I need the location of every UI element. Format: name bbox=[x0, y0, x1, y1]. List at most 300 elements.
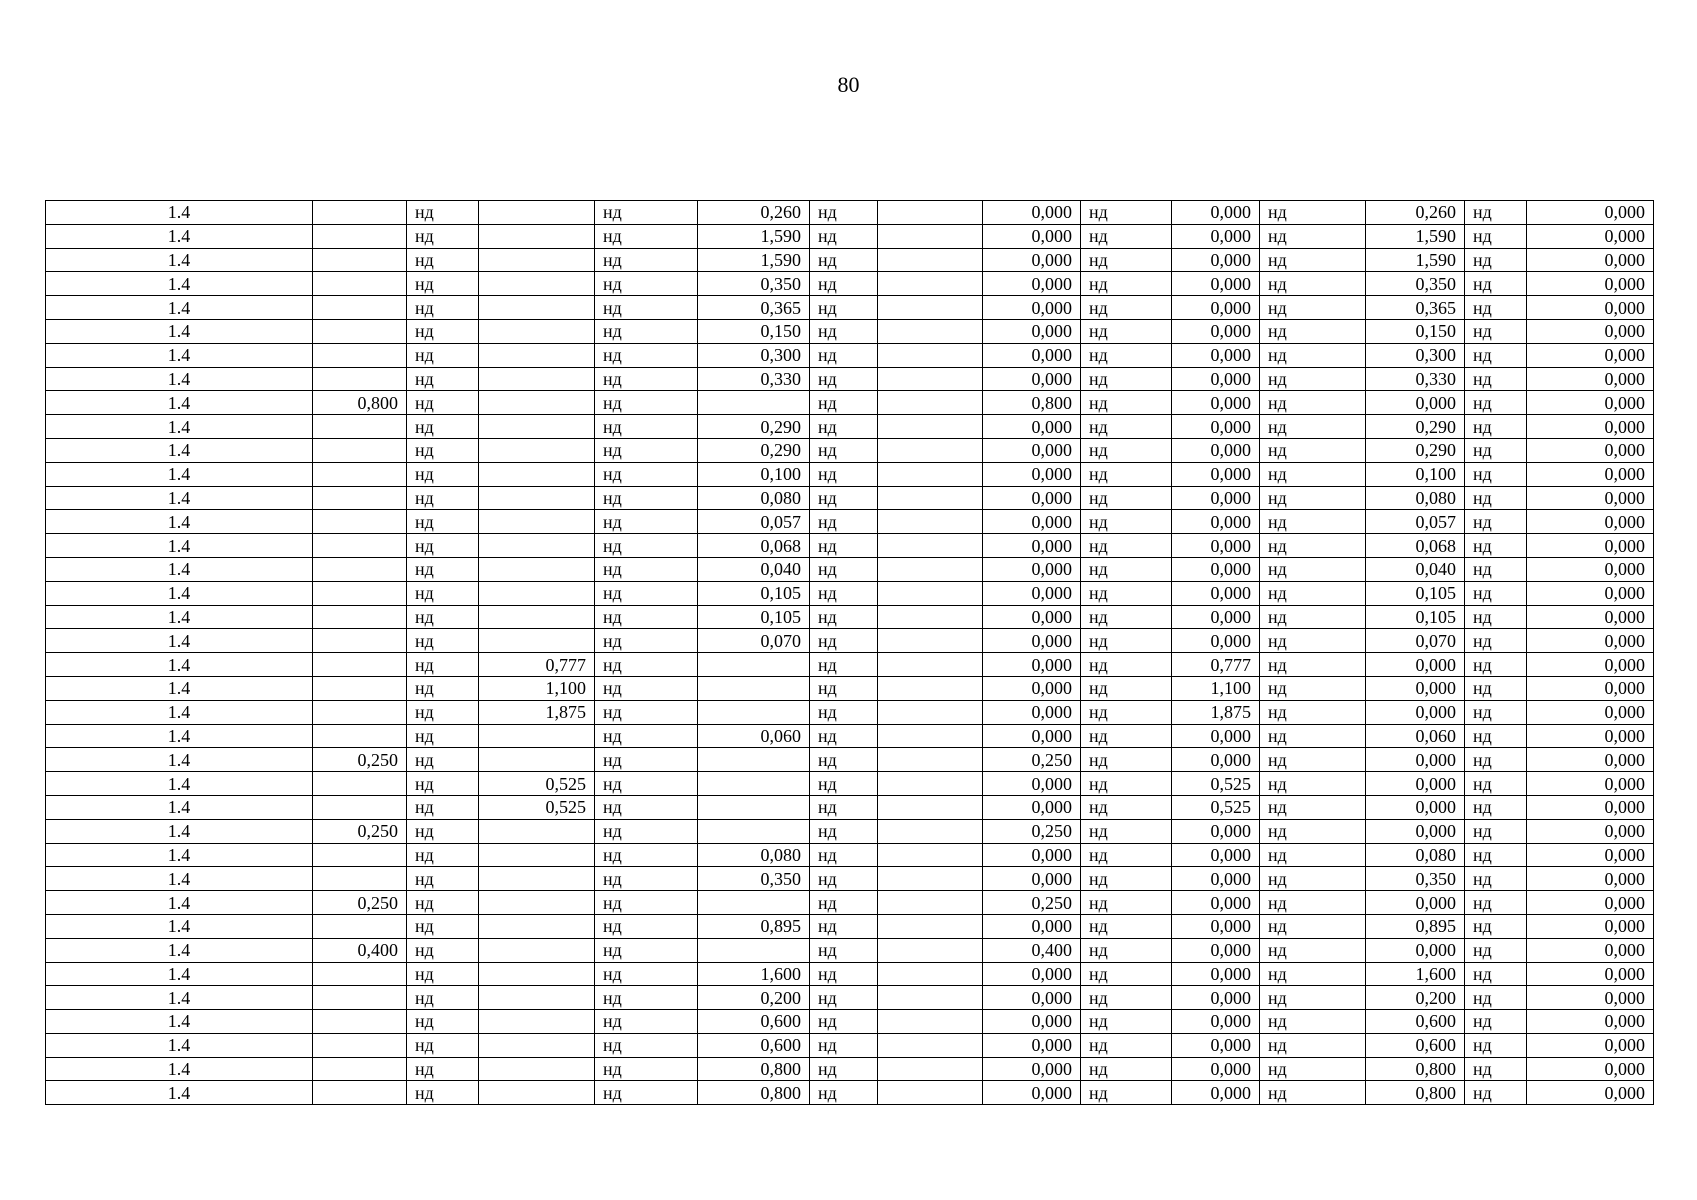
table-cell-col-1 bbox=[313, 605, 407, 629]
table-cell-col-6: нд bbox=[810, 510, 878, 534]
table-cell-col-7 bbox=[878, 248, 983, 272]
table-cell-col-5: 0,365 bbox=[698, 296, 810, 320]
table-cell-col-5: 0,068 bbox=[698, 534, 810, 558]
table-cell-col-1 bbox=[313, 772, 407, 796]
table-cell-col-3 bbox=[479, 224, 595, 248]
table-cell-col-9: нд bbox=[1081, 201, 1172, 225]
table-cell-col-8: 0,000 bbox=[983, 486, 1081, 510]
table-cell-col-9: нд bbox=[1081, 248, 1172, 272]
table-cell-col-11: нд bbox=[1260, 1010, 1366, 1034]
table-cell-col-3 bbox=[479, 843, 595, 867]
table-cell-col-6: нд bbox=[810, 367, 878, 391]
table-cell-col-4: нд bbox=[595, 319, 698, 343]
table-cell-col-13: нд bbox=[1465, 343, 1527, 367]
table-row bbox=[46, 914, 1654, 938]
table-cell-col-3 bbox=[479, 986, 595, 1010]
table-cell-col-0: 1.4 bbox=[46, 510, 313, 534]
table-cell-col-9: нд bbox=[1081, 653, 1172, 677]
table-cell-col-9: нд bbox=[1081, 1033, 1172, 1057]
table-cell-col-14: 0,000 bbox=[1527, 1010, 1654, 1034]
table-cell-col-6: нд bbox=[810, 676, 878, 700]
table-cell-col-2: нд bbox=[407, 748, 479, 772]
table-row bbox=[46, 201, 1654, 225]
table-cell-col-4: нд bbox=[595, 724, 698, 748]
table-cell-col-12: 0,350 bbox=[1366, 272, 1465, 296]
table-cell-col-2: нд bbox=[407, 438, 479, 462]
table-cell-col-8: 0,000 bbox=[983, 557, 1081, 581]
table-row bbox=[46, 486, 1654, 510]
table-cell-col-14: 0,000 bbox=[1527, 1057, 1654, 1081]
table-cell-col-8: 0,000 bbox=[983, 772, 1081, 796]
table-cell-col-3 bbox=[479, 438, 595, 462]
table-cell-col-13: нд bbox=[1465, 772, 1527, 796]
table-cell-col-14: 0,000 bbox=[1527, 581, 1654, 605]
table-cell-col-9: нд bbox=[1081, 486, 1172, 510]
table-cell-col-7 bbox=[878, 462, 983, 486]
table-cell-col-5: 0,200 bbox=[698, 986, 810, 1010]
table-cell-col-12: 0,000 bbox=[1366, 891, 1465, 915]
table-cell-col-2: нд bbox=[407, 914, 479, 938]
table-cell-col-12: 0,057 bbox=[1366, 510, 1465, 534]
table-cell-col-2: нд bbox=[407, 938, 479, 962]
table-cell-col-6: нд bbox=[810, 724, 878, 748]
table-cell-col-1 bbox=[313, 1010, 407, 1034]
table-cell-col-3 bbox=[479, 819, 595, 843]
table-cell-col-7 bbox=[878, 1033, 983, 1057]
table-cell-col-0: 1.4 bbox=[46, 296, 313, 320]
table-cell-col-2: нд bbox=[407, 1010, 479, 1034]
table-cell-col-7 bbox=[878, 367, 983, 391]
table-cell-col-3: 0,525 bbox=[479, 772, 595, 796]
table-cell-col-12: 0,000 bbox=[1366, 938, 1465, 962]
table-cell-col-0: 1.4 bbox=[46, 962, 313, 986]
table-cell-col-10: 0,000 bbox=[1172, 914, 1260, 938]
table-cell-col-5: 0,070 bbox=[698, 629, 810, 653]
table-cell-col-9: нд bbox=[1081, 867, 1172, 891]
table-cell-col-7 bbox=[878, 653, 983, 677]
table-cell-col-8: 0,250 bbox=[983, 819, 1081, 843]
table-cell-col-6: нд bbox=[810, 581, 878, 605]
table-cell-col-3 bbox=[479, 605, 595, 629]
table-cell-col-1 bbox=[313, 319, 407, 343]
table-cell-col-10: 0,000 bbox=[1172, 1010, 1260, 1034]
table-cell-col-5: 0,100 bbox=[698, 462, 810, 486]
table-cell-col-6: нд bbox=[810, 486, 878, 510]
table-cell-col-2: нд bbox=[407, 795, 479, 819]
table-cell-col-13: нд bbox=[1465, 700, 1527, 724]
table-cell-col-12: 0,800 bbox=[1366, 1081, 1465, 1105]
table-cell-col-9: нд bbox=[1081, 700, 1172, 724]
table-cell-col-11: нд bbox=[1260, 1081, 1366, 1105]
table-cell-col-14: 0,000 bbox=[1527, 201, 1654, 225]
table-cell-col-9: нд bbox=[1081, 843, 1172, 867]
table-row bbox=[46, 581, 1654, 605]
data-table bbox=[45, 200, 1654, 1105]
table-cell-col-13: нд bbox=[1465, 367, 1527, 391]
table-cell-col-10: 0,000 bbox=[1172, 415, 1260, 439]
table-cell-col-4: нд bbox=[595, 201, 698, 225]
table-cell-col-6: нд bbox=[810, 867, 878, 891]
table-cell-col-13: нд bbox=[1465, 676, 1527, 700]
table-cell-col-12: 0,070 bbox=[1366, 629, 1465, 653]
table-cell-col-5: 0,290 bbox=[698, 415, 810, 439]
table-cell-col-0: 1.4 bbox=[46, 343, 313, 367]
table-cell-col-2: нд bbox=[407, 415, 479, 439]
table-cell-col-14: 0,000 bbox=[1527, 367, 1654, 391]
table-row bbox=[46, 986, 1654, 1010]
table-cell-col-1 bbox=[313, 367, 407, 391]
table-cell-col-6: нд bbox=[810, 986, 878, 1010]
table-row bbox=[46, 534, 1654, 558]
table-cell-col-2: нд bbox=[407, 296, 479, 320]
table-cell-col-13: нд bbox=[1465, 1057, 1527, 1081]
table-cell-col-3 bbox=[479, 248, 595, 272]
table-cell-col-12: 0,350 bbox=[1366, 867, 1465, 891]
table-cell-col-10: 0,000 bbox=[1172, 438, 1260, 462]
table-cell-col-8: 0,000 bbox=[983, 581, 1081, 605]
table-cell-col-14: 0,000 bbox=[1527, 795, 1654, 819]
table-cell-col-4: нд bbox=[595, 391, 698, 415]
table-cell-col-7 bbox=[878, 581, 983, 605]
table-row bbox=[46, 391, 1654, 415]
table-cell-col-7 bbox=[878, 962, 983, 986]
table-cell-col-3 bbox=[479, 1081, 595, 1105]
table-cell-col-5: 0,290 bbox=[698, 438, 810, 462]
table-cell-col-3 bbox=[479, 343, 595, 367]
table-row bbox=[46, 653, 1654, 677]
table-cell-col-6: нд bbox=[810, 272, 878, 296]
table-cell-col-3 bbox=[479, 296, 595, 320]
table-cell-col-8: 0,000 bbox=[983, 843, 1081, 867]
table-cell-col-4: нд bbox=[595, 1057, 698, 1081]
table-cell-col-9: нд bbox=[1081, 962, 1172, 986]
table-cell-col-11: нд bbox=[1260, 676, 1366, 700]
table-cell-col-13: нд bbox=[1465, 486, 1527, 510]
table-cell-col-4: нд bbox=[595, 224, 698, 248]
table-cell-col-8: 0,000 bbox=[983, 462, 1081, 486]
table-cell-col-13: нд bbox=[1465, 248, 1527, 272]
table-cell-col-11: нд bbox=[1260, 891, 1366, 915]
table-cell-col-8: 0,000 bbox=[983, 914, 1081, 938]
table-cell-col-13: нд bbox=[1465, 605, 1527, 629]
table-cell-col-14: 0,000 bbox=[1527, 272, 1654, 296]
table-cell-col-3 bbox=[479, 724, 595, 748]
table-cell-col-13: нд bbox=[1465, 415, 1527, 439]
table-cell-col-5: 0,260 bbox=[698, 201, 810, 225]
table-cell-col-10: 0,000 bbox=[1172, 1081, 1260, 1105]
table-cell-col-0: 1.4 bbox=[46, 819, 313, 843]
table-cell-col-10: 0,000 bbox=[1172, 986, 1260, 1010]
table-cell-col-10: 0,000 bbox=[1172, 843, 1260, 867]
table-cell-col-1 bbox=[313, 343, 407, 367]
table-cell-col-10: 0,000 bbox=[1172, 201, 1260, 225]
table-cell-col-11: нд bbox=[1260, 724, 1366, 748]
table-cell-col-7 bbox=[878, 795, 983, 819]
table-cell-col-3 bbox=[479, 415, 595, 439]
table-cell-col-2: нд bbox=[407, 557, 479, 581]
table-cell-col-6: нд bbox=[810, 795, 878, 819]
table-cell-col-1 bbox=[313, 224, 407, 248]
table-cell-col-13: нд bbox=[1465, 653, 1527, 677]
table-cell-col-11: нд bbox=[1260, 605, 1366, 629]
table-cell-col-2: нд bbox=[407, 724, 479, 748]
table-cell-col-11: нд bbox=[1260, 581, 1366, 605]
table-cell-col-12: 0,000 bbox=[1366, 391, 1465, 415]
table-row bbox=[46, 795, 1654, 819]
table-cell-col-13: нд bbox=[1465, 986, 1527, 1010]
table-cell-col-6: нд bbox=[810, 201, 878, 225]
table-cell-col-7 bbox=[878, 938, 983, 962]
table-cell-col-3: 1,875 bbox=[479, 700, 595, 724]
table-cell-col-8: 0,000 bbox=[983, 1033, 1081, 1057]
table-cell-col-11: нд bbox=[1260, 772, 1366, 796]
table-cell-col-10: 0,000 bbox=[1172, 938, 1260, 962]
table-cell-col-4: нд bbox=[595, 415, 698, 439]
table-cell-col-2: нд bbox=[407, 1081, 479, 1105]
table-cell-col-14: 0,000 bbox=[1527, 819, 1654, 843]
table-cell-col-11: нд bbox=[1260, 1033, 1366, 1057]
table-cell-col-13: нд bbox=[1465, 462, 1527, 486]
table-row bbox=[46, 415, 1654, 439]
table-row bbox=[46, 605, 1654, 629]
table-cell-col-0: 1.4 bbox=[46, 248, 313, 272]
table-cell-col-1 bbox=[313, 296, 407, 320]
table-cell-col-5 bbox=[698, 676, 810, 700]
table-cell-col-5: 1,590 bbox=[698, 224, 810, 248]
table-cell-col-6: нд bbox=[810, 415, 878, 439]
table-cell-col-0: 1.4 bbox=[46, 557, 313, 581]
table-cell-col-5: 0,080 bbox=[698, 843, 810, 867]
table-cell-col-12: 0,290 bbox=[1366, 415, 1465, 439]
table-cell-col-8: 0,000 bbox=[983, 1081, 1081, 1105]
table-cell-col-7 bbox=[878, 510, 983, 534]
table-cell-col-6: нд bbox=[810, 1033, 878, 1057]
table-cell-col-13: нд bbox=[1465, 224, 1527, 248]
table-cell-col-14: 0,000 bbox=[1527, 653, 1654, 677]
table-cell-col-2: нд bbox=[407, 653, 479, 677]
table-cell-col-12: 0,000 bbox=[1366, 676, 1465, 700]
table-cell-col-7 bbox=[878, 319, 983, 343]
table-cell-col-5 bbox=[698, 653, 810, 677]
table-cell-col-1: 0,400 bbox=[313, 938, 407, 962]
table-cell-col-2: нд bbox=[407, 343, 479, 367]
table-cell-col-0: 1.4 bbox=[46, 319, 313, 343]
table-cell-col-9: нд bbox=[1081, 1010, 1172, 1034]
table-cell-col-7 bbox=[878, 486, 983, 510]
table-cell-col-9: нд bbox=[1081, 676, 1172, 700]
table-cell-col-0: 1.4 bbox=[46, 748, 313, 772]
table-cell-col-13: нд bbox=[1465, 1081, 1527, 1105]
table-cell-col-11: нд bbox=[1260, 510, 1366, 534]
table-cell-col-5 bbox=[698, 938, 810, 962]
table-cell-col-1: 0,250 bbox=[313, 748, 407, 772]
table-cell-col-4: нд bbox=[595, 629, 698, 653]
table-cell-col-11: нд bbox=[1260, 962, 1366, 986]
table-cell-col-4: нд bbox=[595, 748, 698, 772]
table-cell-col-0: 1.4 bbox=[46, 724, 313, 748]
table-cell-col-9: нд bbox=[1081, 1081, 1172, 1105]
table-cell-col-5 bbox=[698, 795, 810, 819]
table-cell-col-10: 0,000 bbox=[1172, 486, 1260, 510]
table-cell-col-8: 0,000 bbox=[983, 534, 1081, 558]
table-cell-col-8: 0,000 bbox=[983, 319, 1081, 343]
table-cell-col-6: нд bbox=[810, 962, 878, 986]
table-cell-col-11: нд bbox=[1260, 319, 1366, 343]
table-cell-col-6: нд bbox=[810, 462, 878, 486]
table-cell-col-4: нд bbox=[595, 676, 698, 700]
table-cell-col-5: 0,300 bbox=[698, 343, 810, 367]
table-cell-col-8: 0,000 bbox=[983, 272, 1081, 296]
table-cell-col-3 bbox=[479, 938, 595, 962]
table-cell-col-13: нд bbox=[1465, 748, 1527, 772]
table-cell-col-14: 0,000 bbox=[1527, 772, 1654, 796]
table-cell-col-1 bbox=[313, 557, 407, 581]
table-cell-col-4: нд bbox=[595, 343, 698, 367]
table-cell-col-1 bbox=[313, 486, 407, 510]
table-cell-col-12: 0,600 bbox=[1366, 1010, 1465, 1034]
table-cell-col-5 bbox=[698, 391, 810, 415]
table-cell-col-12: 0,200 bbox=[1366, 986, 1465, 1010]
table-cell-col-4: нд bbox=[595, 272, 698, 296]
table-cell-col-1 bbox=[313, 700, 407, 724]
table-cell-col-12: 0,000 bbox=[1366, 748, 1465, 772]
table-cell-col-9: нд bbox=[1081, 724, 1172, 748]
table-cell-col-0: 1.4 bbox=[46, 986, 313, 1010]
table-cell-col-12: 0,105 bbox=[1366, 605, 1465, 629]
table-cell-col-6: нд bbox=[810, 605, 878, 629]
table-row bbox=[46, 891, 1654, 915]
table-cell-col-9: нд bbox=[1081, 557, 1172, 581]
table-cell-col-10: 0,000 bbox=[1172, 1057, 1260, 1081]
table-cell-col-13: нд bbox=[1465, 724, 1527, 748]
table-cell-col-0: 1.4 bbox=[46, 534, 313, 558]
table-cell-col-2: нд bbox=[407, 962, 479, 986]
table-cell-col-4: нд bbox=[595, 867, 698, 891]
table-cell-col-9: нд bbox=[1081, 581, 1172, 605]
table-cell-col-6: нд bbox=[810, 534, 878, 558]
table-cell-col-7 bbox=[878, 272, 983, 296]
table-cell-col-14: 0,000 bbox=[1527, 343, 1654, 367]
table-cell-col-5: 1,590 bbox=[698, 248, 810, 272]
table-cell-col-4: нд bbox=[595, 700, 698, 724]
table-cell-col-9: нд bbox=[1081, 938, 1172, 962]
table-cell-col-7 bbox=[878, 224, 983, 248]
table-cell-col-4: нд bbox=[595, 986, 698, 1010]
table-cell-col-12: 0,000 bbox=[1366, 700, 1465, 724]
table-cell-col-10: 0,000 bbox=[1172, 629, 1260, 653]
table-cell-col-7 bbox=[878, 867, 983, 891]
table-cell-col-2: нд bbox=[407, 319, 479, 343]
table-cell-col-11: нд bbox=[1260, 653, 1366, 677]
table-cell-col-12: 0,000 bbox=[1366, 819, 1465, 843]
table-cell-col-7 bbox=[878, 724, 983, 748]
table-cell-col-10: 0,000 bbox=[1172, 605, 1260, 629]
table-cell-col-7 bbox=[878, 343, 983, 367]
table-cell-col-8: 0,000 bbox=[983, 962, 1081, 986]
table-cell-col-2: нд bbox=[407, 581, 479, 605]
table-cell-col-5: 0,150 bbox=[698, 319, 810, 343]
table-cell-col-11: нд bbox=[1260, 343, 1366, 367]
table-row bbox=[46, 938, 1654, 962]
table-cell-col-2: нд bbox=[407, 605, 479, 629]
table-cell-col-12: 0,000 bbox=[1366, 772, 1465, 796]
table-cell-col-13: нд bbox=[1465, 581, 1527, 605]
table-cell-col-13: нд bbox=[1465, 534, 1527, 558]
table-cell-col-8: 0,000 bbox=[983, 1010, 1081, 1034]
table-cell-col-6: нд bbox=[810, 1081, 878, 1105]
table-cell-col-1 bbox=[313, 415, 407, 439]
table-cell-col-8: 0,000 bbox=[983, 653, 1081, 677]
table-cell-col-13: нд bbox=[1465, 843, 1527, 867]
table-cell-col-9: нд bbox=[1081, 415, 1172, 439]
table-cell-col-1 bbox=[313, 962, 407, 986]
table-cell-col-11: нд bbox=[1260, 700, 1366, 724]
table-cell-col-12: 0,080 bbox=[1366, 486, 1465, 510]
table-cell-col-9: нд bbox=[1081, 891, 1172, 915]
table-cell-col-0: 1.4 bbox=[46, 438, 313, 462]
table-cell-col-13: нд bbox=[1465, 962, 1527, 986]
table-row bbox=[46, 629, 1654, 653]
table-cell-col-1 bbox=[313, 653, 407, 677]
table-cell-col-13: нд bbox=[1465, 1033, 1527, 1057]
table-cell-col-9: нд bbox=[1081, 819, 1172, 843]
table-cell-col-5: 0,105 bbox=[698, 581, 810, 605]
table-cell-col-10: 0,000 bbox=[1172, 462, 1260, 486]
table-cell-col-4: нд bbox=[595, 486, 698, 510]
table-cell-col-11: нд bbox=[1260, 938, 1366, 962]
table-cell-col-10: 0,000 bbox=[1172, 367, 1260, 391]
table-cell-col-3 bbox=[479, 748, 595, 772]
table-cell-col-12: 0,150 bbox=[1366, 319, 1465, 343]
table-cell-col-6: нд bbox=[810, 391, 878, 415]
table-cell-col-11: нд bbox=[1260, 914, 1366, 938]
table-cell-col-13: нд bbox=[1465, 795, 1527, 819]
table-cell-col-2: нд bbox=[407, 534, 479, 558]
table-cell-col-12: 0,260 bbox=[1366, 201, 1465, 225]
table-cell-col-8: 0,000 bbox=[983, 700, 1081, 724]
table-row bbox=[46, 462, 1654, 486]
table-cell-col-13: нд bbox=[1465, 319, 1527, 343]
table-row bbox=[46, 676, 1654, 700]
table-cell-col-12: 0,300 bbox=[1366, 343, 1465, 367]
table-cell-col-14: 0,000 bbox=[1527, 700, 1654, 724]
table-cell-col-13: нд bbox=[1465, 914, 1527, 938]
table-cell-col-11: нд bbox=[1260, 843, 1366, 867]
table-cell-col-2: нд bbox=[407, 843, 479, 867]
table-cell-col-8: 0,000 bbox=[983, 343, 1081, 367]
table-cell-col-11: нд bbox=[1260, 1057, 1366, 1081]
table-cell-col-14: 0,000 bbox=[1527, 296, 1654, 320]
table-cell-col-8: 0,000 bbox=[983, 676, 1081, 700]
table-cell-col-6: нд bbox=[810, 438, 878, 462]
table-cell-col-8: 0,400 bbox=[983, 938, 1081, 962]
table-row bbox=[46, 510, 1654, 534]
table-row bbox=[46, 557, 1654, 581]
table-cell-col-13: нд bbox=[1465, 557, 1527, 581]
table-cell-col-4: нд bbox=[595, 462, 698, 486]
table-cell-col-14: 0,000 bbox=[1527, 867, 1654, 891]
table-cell-col-3 bbox=[479, 629, 595, 653]
table-cell-col-11: нд bbox=[1260, 201, 1366, 225]
table-cell-col-11: нд bbox=[1260, 367, 1366, 391]
table-cell-col-8: 0,000 bbox=[983, 986, 1081, 1010]
table-cell-col-5 bbox=[698, 772, 810, 796]
table-row bbox=[46, 272, 1654, 296]
table-cell-col-12: 0,000 bbox=[1366, 795, 1465, 819]
table-cell-col-4: нд bbox=[595, 653, 698, 677]
table-cell-col-8: 0,000 bbox=[983, 248, 1081, 272]
table-cell-col-7 bbox=[878, 843, 983, 867]
